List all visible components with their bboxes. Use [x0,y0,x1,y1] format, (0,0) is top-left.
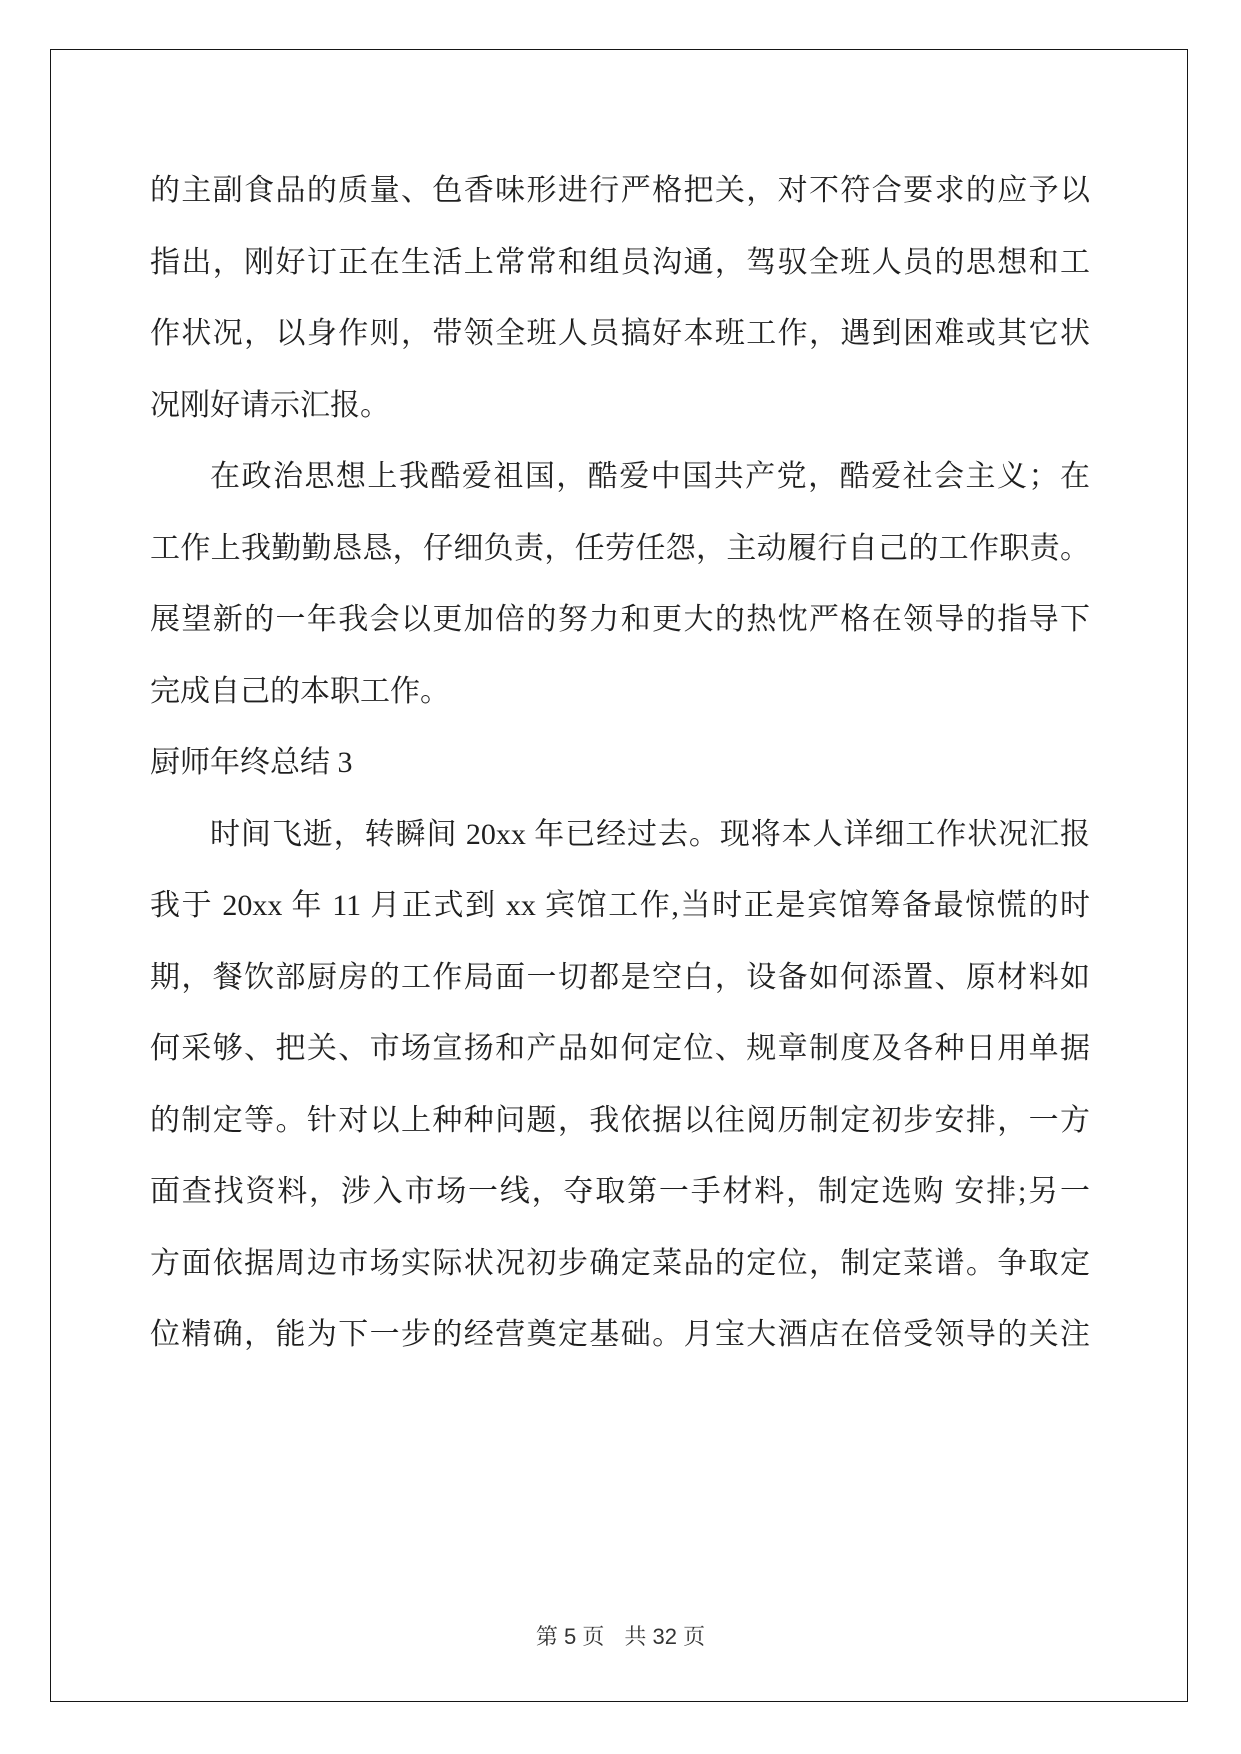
text-line: 指出，刚好订正在生活上常常和组员沟通，驾驭全班人员的思想和工 [150,245,1090,279]
text-line: 我于 20xx 年 11 月正式到 xx 宾馆工作,当时正是宾馆筹备最惊慌的时 [150,889,1090,922]
text-line: 作状况，以身作则，带领全班人员搞好本班工作，遇到困难或其它状 [150,317,1090,350]
text-line: 面查找资料，涉入市场一线，夺取第一手材料，制定选购 安排;另一 [150,1175,1090,1208]
text-line: 在政治思想上我酷爱祖国，酷爱中国共产党，酷爱社会主义；在 [210,460,1090,493]
text-line: 的制定等。针对以上种种问题，我依据以往阅历制定初步安排，一方 [150,1103,1090,1137]
text-line: 工作上我勤勤恳恳，仔细负责，任劳任怨，主动履行自己的工作职责。 [150,531,1090,565]
text-line: 时间飞逝，转瞬间 20xx 年已经过去。现将本人详细工作状况汇报 [210,817,1090,851]
section-heading: 厨师年终总结 3 [150,746,353,779]
footer-page-number: 第 5 页 [535,1624,605,1649]
text-line: 何采够、把关、市场宣扬和产品如何定位、规章制度及各种日用单据 [150,1032,1090,1065]
text-line: 展望新的一年我会以更加倍的努力和更大的热忱严格在领导的指导下 [150,603,1090,636]
footer-total-pages: 共 32 页 [624,1624,706,1649]
text-line: 况刚好请示汇报。 [150,388,390,422]
text-line: 完成自己的本职工作。 [150,674,450,708]
document-body [150,155,1090,1371]
text-line: 方面依据周边市场实际状况初步确定菜品的定位，制定菜谱。争取定 [150,1246,1090,1280]
text-line: 位精确，能为下一步的经营奠定基础。月宝大酒店在倍受领导的关注 [150,1318,1090,1351]
text-line: 期，餐饮部厨房的工作局面一切都是空白，设备如何添置、原材料如 [150,960,1090,994]
page-footer [0,1620,1241,1651]
text-line: 的主副食品的质量、色香味形进行严格把关，对不符合要求的应予以 [150,174,1090,207]
